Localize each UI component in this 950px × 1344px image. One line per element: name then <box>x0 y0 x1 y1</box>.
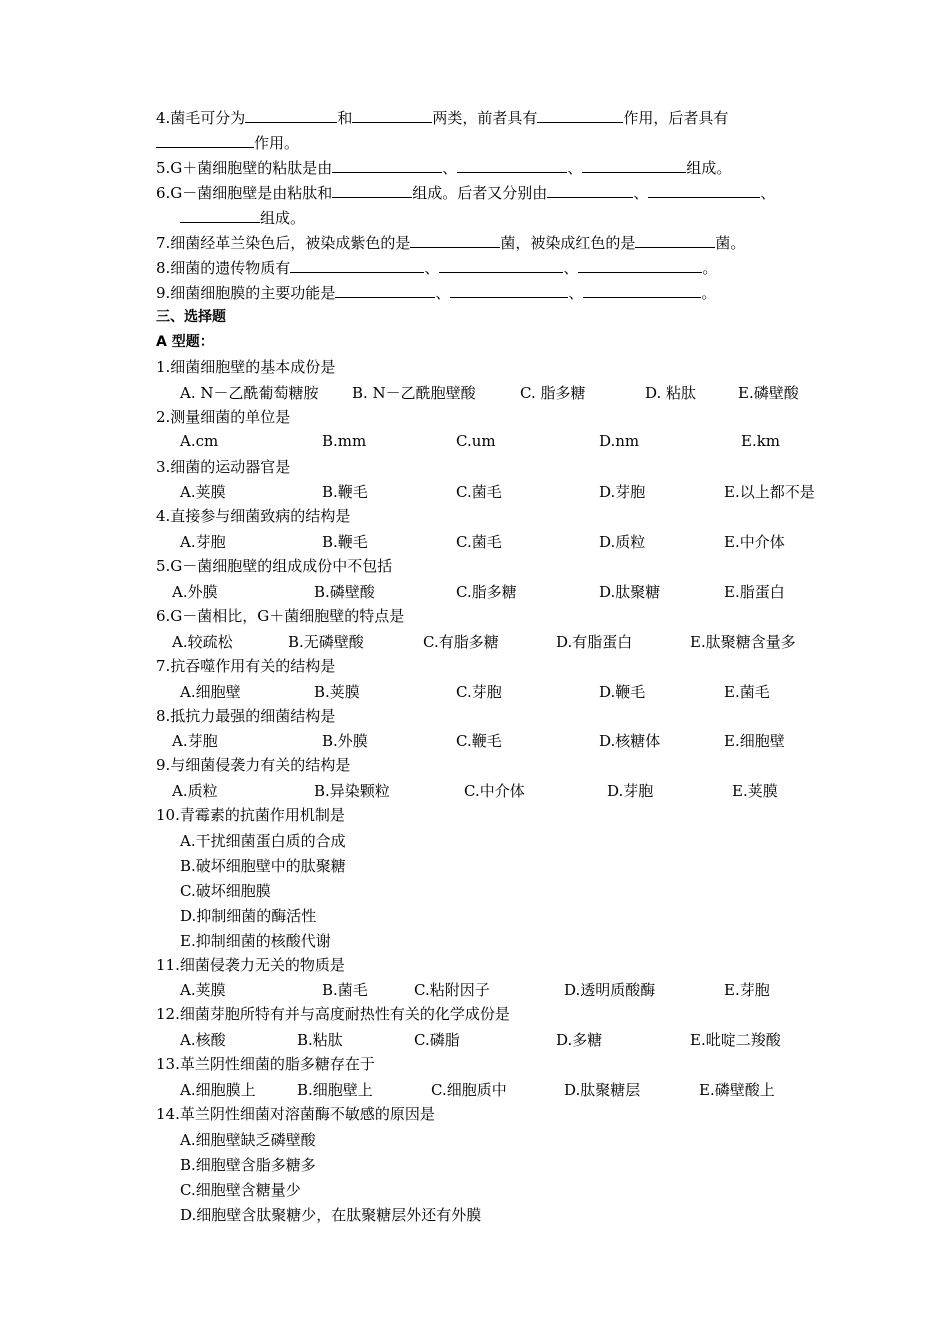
answer-blank[interactable] <box>439 258 563 273</box>
answer-option[interactable]: A.质粒 <box>172 782 218 800</box>
answer-option[interactable]: E.芽胞 <box>724 981 770 999</box>
fill-question-4 <box>156 108 728 130</box>
question-text: 和 <box>337 109 353 127</box>
answer-option[interactable]: E.抑制细菌的核酸代谢 <box>180 932 331 950</box>
question-text: 、 <box>568 284 584 302</box>
answer-option[interactable]: D.抑制细菌的酶活性 <box>180 907 317 925</box>
answer-option[interactable]: C.细胞质中 <box>431 1081 507 1099</box>
answer-blank[interactable] <box>537 108 623 123</box>
answer-option[interactable]: C.中介体 <box>464 782 525 800</box>
answer-blank[interactable] <box>335 283 435 298</box>
question-stem: 14.革兰阴性细菌对溶菌酶不敏感的原因是 <box>156 1105 435 1123</box>
answer-option[interactable]: A.荚膜 <box>180 981 226 999</box>
answer-option[interactable]: B.磷壁酸 <box>314 583 375 601</box>
answer-blank[interactable] <box>290 258 424 273</box>
answer-option[interactable]: A.芽胞 <box>180 533 226 551</box>
answer-option[interactable]: D.芽胞 <box>599 483 646 501</box>
answer-blank[interactable] <box>457 158 567 173</box>
question-text: 两类，前者具有 <box>432 109 538 127</box>
fill-question-8 <box>156 258 717 280</box>
fill-question-7 <box>156 233 745 255</box>
answer-option[interactable]: E.肽聚糖含量多 <box>690 633 796 651</box>
answer-blank[interactable] <box>648 183 760 198</box>
answer-option[interactable]: B.粘肽 <box>297 1031 343 1049</box>
answer-option[interactable]: E.细胞壁 <box>724 732 785 750</box>
fill-question-4-cont <box>156 133 299 155</box>
answer-option[interactable]: E.磷壁酸 <box>738 384 799 402</box>
question-text: 、 <box>442 159 458 177</box>
answer-option[interactable]: E.脂蛋白 <box>724 583 785 601</box>
answer-option[interactable]: C.菌毛 <box>456 533 502 551</box>
question-stem: 4.直接参与细菌致病的结构是 <box>156 507 351 525</box>
section-subtitle: A 型题： <box>156 334 214 350</box>
answer-option[interactable]: D.透明质酸酶 <box>564 981 656 999</box>
question-stem: 5.G－菌细胞壁的组成成份中不包括 <box>156 557 393 575</box>
answer-option[interactable]: A.细胞膜上 <box>180 1081 256 1099</box>
answer-blank[interactable] <box>583 283 701 298</box>
answer-option[interactable]: B.异染颗粒 <box>314 782 390 800</box>
answer-option[interactable]: B.mm <box>322 432 367 450</box>
answer-option[interactable]: A.较疏松 <box>172 633 233 651</box>
answer-option[interactable]: A. N－乙酰葡萄糖胺 <box>180 384 319 402</box>
answer-blank[interactable] <box>547 183 633 198</box>
question-text: 、 <box>424 259 440 277</box>
answer-option[interactable]: C.磷脂 <box>414 1031 460 1049</box>
answer-option[interactable]: A.干扰细菌蛋白质的合成 <box>180 832 346 850</box>
answer-option[interactable]: B.菌毛 <box>322 981 368 999</box>
question-text: 作用，后者具有 <box>623 109 729 127</box>
fill-question-5 <box>156 158 731 180</box>
answer-option[interactable]: B.无磷壁酸 <box>288 633 364 651</box>
question-text: 组成。 <box>260 209 306 227</box>
question-stem: 9.与细菌侵袭力有关的结构是 <box>156 756 351 774</box>
fill-question-6-cont <box>180 208 305 230</box>
answer-blank[interactable] <box>180 208 260 223</box>
question-text: 5.G＋菌细胞壁的粘肽是由 <box>156 159 333 177</box>
question-text: 9.细菌细胞膜的主要功能是 <box>156 284 336 302</box>
answer-option[interactable]: A.荚膜 <box>180 483 226 501</box>
answer-option[interactable]: D.多糖 <box>556 1031 603 1049</box>
answer-blank[interactable] <box>245 108 337 123</box>
answer-option[interactable]: B.破坏细胞壁中的肽聚糖 <box>180 857 346 875</box>
question-text: 菌，被染成红色的是 <box>500 234 636 252</box>
answer-option[interactable]: C.细胞壁含糖量少 <box>180 1181 301 1199</box>
answer-blank[interactable] <box>332 158 442 173</box>
answer-option[interactable]: E.中介体 <box>724 533 785 551</box>
answer-option[interactable]: D.肽聚糖 <box>599 583 661 601</box>
answer-blank[interactable] <box>156 133 254 148</box>
answer-option[interactable]: D.有脂蛋白 <box>556 633 633 651</box>
answer-option[interactable]: E.以上都不是 <box>724 483 815 501</box>
answer-option[interactable]: E.荚膜 <box>732 782 778 800</box>
question-stem: 12.细菌芽胞所特有并与高度耐热性有关的化学成份是 <box>156 1005 510 1023</box>
question-text: 、 <box>563 259 579 277</box>
question-text: 组成。 <box>686 159 732 177</box>
answer-blank[interactable] <box>410 233 500 248</box>
answer-option[interactable]: D. 粘肽 <box>645 384 697 402</box>
question-text: 菌。 <box>715 234 746 252</box>
answer-blank[interactable] <box>450 283 568 298</box>
question-stem: 7.抗吞噬作用有关的结构是 <box>156 657 336 675</box>
answer-option[interactable]: C.um <box>456 432 496 450</box>
answer-option[interactable]: A.cm <box>180 432 219 450</box>
question-stem: 3.细菌的运动器官是 <box>156 458 291 476</box>
question-text: 4.菌毛可分为 <box>156 109 246 127</box>
question-text: 6.G－菌细胞壁是由粘肽和 <box>156 184 333 202</box>
answer-option[interactable]: C.有脂多糖 <box>423 633 499 651</box>
answer-blank[interactable] <box>582 158 686 173</box>
question-stem: 11.细菌侵袭力无关的物质是 <box>156 956 345 974</box>
answer-option[interactable]: B.细胞壁含脂多糖多 <box>180 1156 316 1174</box>
answer-option[interactable]: D.芽胞 <box>607 782 654 800</box>
answer-option[interactable]: B.鞭毛 <box>322 483 368 501</box>
question-text: 、 <box>435 284 451 302</box>
question-text: 。 <box>702 259 718 277</box>
answer-option[interactable]: D.细胞壁含肽聚糖少，在肽聚糖层外还有外膜 <box>180 1206 482 1224</box>
answer-option[interactable]: C.鞭毛 <box>456 732 502 750</box>
answer-option[interactable]: B.细胞壁上 <box>297 1081 373 1099</box>
answer-option[interactable]: C.菌毛 <box>456 483 502 501</box>
question-text: 、 <box>633 184 649 202</box>
answer-option[interactable]: B.外膜 <box>322 732 368 750</box>
question-text: 组成。后者又分别由 <box>412 184 548 202</box>
answer-option[interactable]: A.芽胞 <box>172 732 218 750</box>
answer-option[interactable]: C.脂多糖 <box>456 583 517 601</box>
fill-question-9 <box>156 283 716 305</box>
answer-option[interactable]: C.破坏细胞膜 <box>180 882 271 900</box>
answer-option[interactable]: B.荚膜 <box>314 683 360 701</box>
question-text: 作用。 <box>254 134 300 152</box>
answer-option[interactable]: E.菌毛 <box>724 683 770 701</box>
answer-option[interactable]: D.质粒 <box>599 533 646 551</box>
answer-blank[interactable] <box>352 108 432 123</box>
question-stem: 2.测量细菌的单位是 <box>156 408 291 426</box>
section-title: 三、选择题 <box>156 309 226 325</box>
question-stem: 6.G－菌相比，G＋菌细胞壁的特点是 <box>156 607 405 625</box>
answer-option[interactable]: B. N－乙酰胞壁酸 <box>352 384 476 402</box>
question-stem: 10.青霉素的抗菌作用机制是 <box>156 806 345 824</box>
question-stem: 8.抵抗力最强的细菌结构是 <box>156 707 336 725</box>
question-stem: 13.革兰阴性细菌的脂多糖存在于 <box>156 1055 375 1073</box>
question-stem: 1.细菌细胞壁的基本成份是 <box>156 358 336 376</box>
answer-blank[interactable] <box>332 183 412 198</box>
answer-option[interactable]: D.鞭毛 <box>599 683 646 701</box>
answer-option[interactable]: E.km <box>741 432 781 450</box>
answer-option[interactable]: E.磷壁酸上 <box>699 1081 775 1099</box>
answer-option[interactable]: D.nm <box>599 432 640 450</box>
question-text: 。 <box>701 284 717 302</box>
question-text: 、 <box>760 184 776 202</box>
question-text: 7.细菌经革兰染色后，被染成紫色的是 <box>156 234 411 252</box>
answer-option[interactable]: A.外膜 <box>172 583 218 601</box>
answer-option[interactable]: B.鞭毛 <box>322 533 368 551</box>
answer-option[interactable]: C. 脂多糖 <box>520 384 586 402</box>
answer-option[interactable]: E.吡啶二羧酸 <box>690 1031 781 1049</box>
answer-blank[interactable] <box>578 258 702 273</box>
answer-option[interactable]: C.芽胞 <box>456 683 502 701</box>
answer-blank[interactable] <box>635 233 715 248</box>
answer-option[interactable]: A.细胞壁 <box>180 683 241 701</box>
answer-option[interactable]: C.粘附因子 <box>414 981 490 999</box>
answer-option[interactable]: D.肽聚糖层 <box>564 1081 641 1099</box>
question-text: 8.细菌的遗传物质有 <box>156 259 291 277</box>
fill-question-6 <box>156 183 775 205</box>
answer-option[interactable]: A.细胞壁缺乏磷壁酸 <box>180 1131 316 1149</box>
answer-option[interactable]: A.核酸 <box>180 1031 226 1049</box>
answer-option[interactable]: D.核糖体 <box>599 732 661 750</box>
question-text: 、 <box>567 159 583 177</box>
